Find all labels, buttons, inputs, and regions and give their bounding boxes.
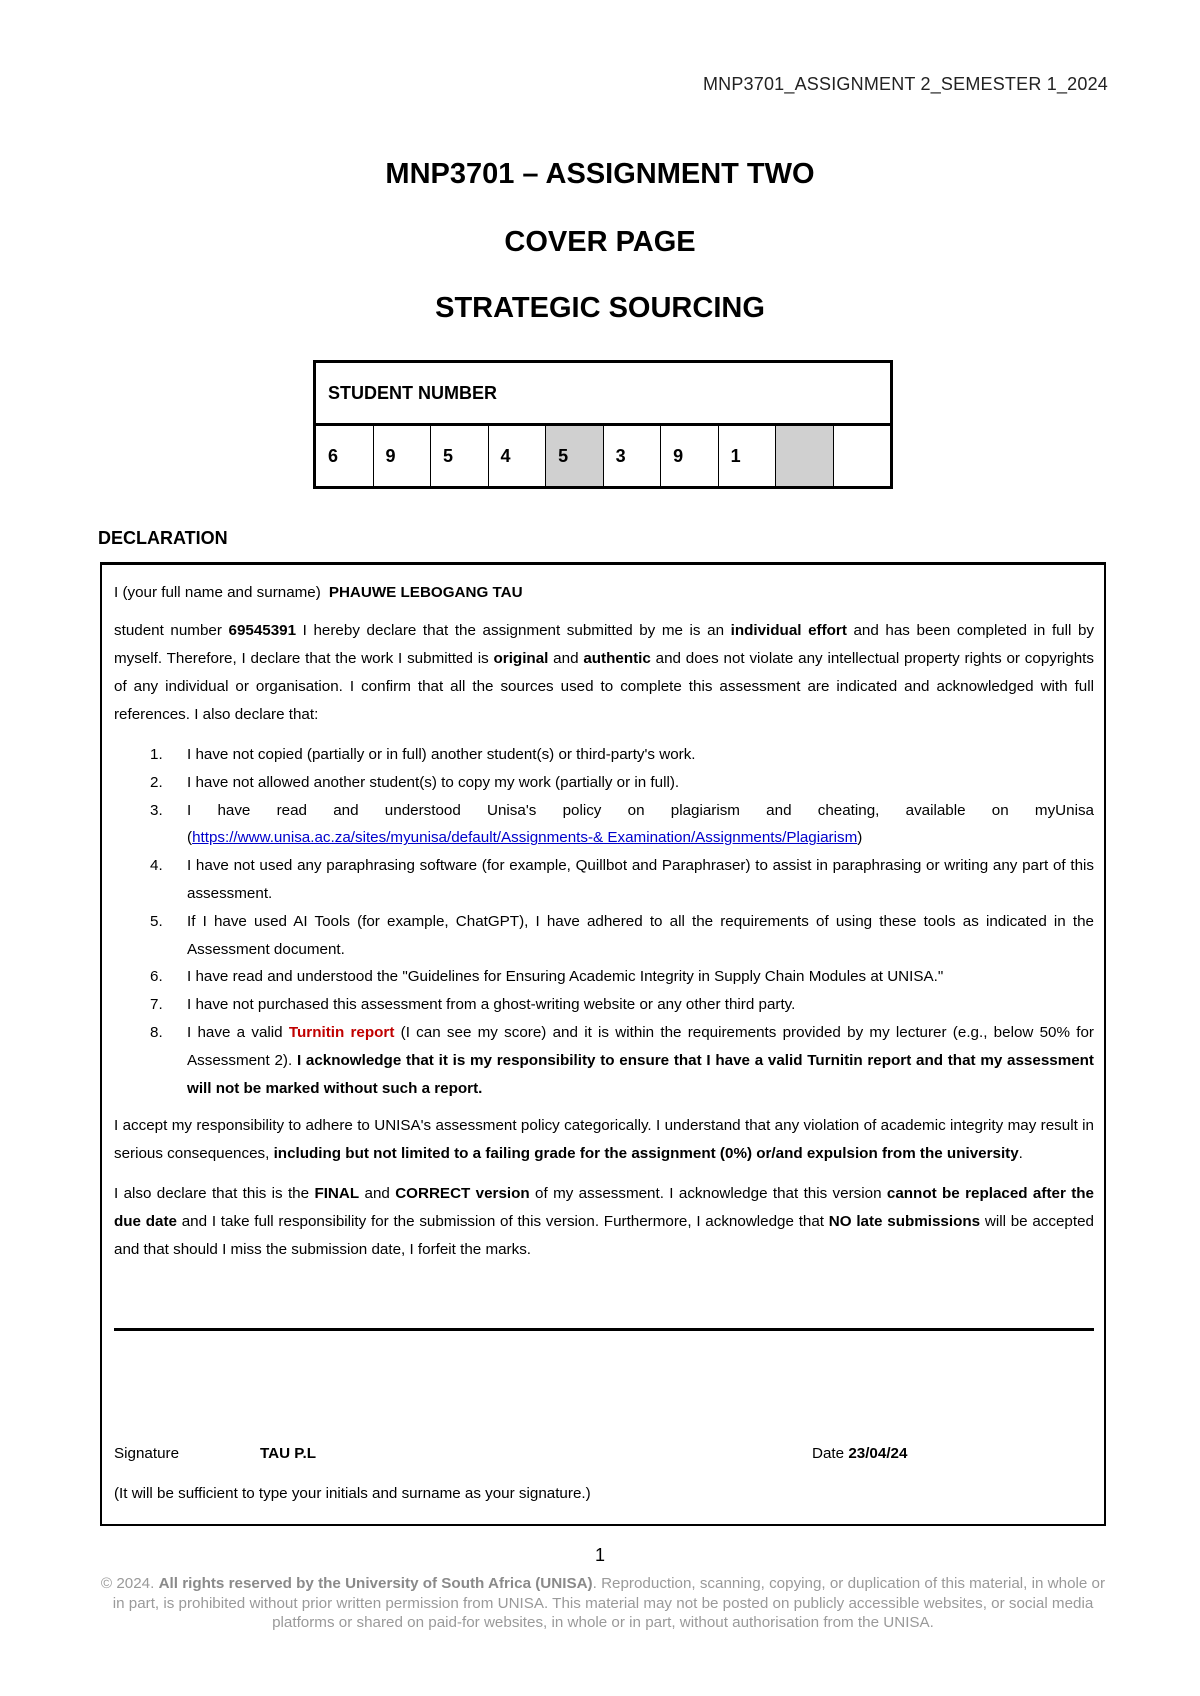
cover-page-title: COVER PAGE [504,226,696,258]
list-number: 4. [150,857,163,875]
text: I accept my responsibility to adhere to UNISA's assessment policy categorically. I understand that any violation of academic integrity may result in serious consequences, [114,1117,1094,1163]
list-text: If I have used AI Tools (for example, ChatGPT), I have adhered to all the requirements of using these tools as indicated in the Assessment document. [187,912,1094,958]
text: will be accepted and that should I miss the submission date, I forfeit the marks. [114,1213,1094,1259]
list-number: 3. [150,801,163,819]
bold-text: FINAL [314,1185,360,1203]
list-number: 7. [150,996,163,1014]
bold-text: authentic [583,650,651,667]
student-number-inline: 69545391 [228,622,297,639]
list-item [114,991,1094,1019]
text: of my assessment. I acknowledge that this version [529,1185,887,1203]
list-item [114,852,1094,908]
plagiarism-policy-link[interactable]: https://www.unisa.ac.za/sites/myunisa/default/Assignments-& Examination/Assignments/Plagiarism [192,829,858,847]
text: I hereby declare that the assignment submitted by me is an [296,622,731,639]
signature-divider [114,1328,1094,1331]
text: I also declare that this is the [114,1185,315,1203]
page-number: 1 [594,1545,605,1565]
student-number-digit: 9 [373,425,431,488]
declaration-box [100,562,1106,1526]
declaration-paragraph-3 [114,1180,1094,1264]
list-number: 6. [150,968,163,986]
declaration-list [114,741,1094,1102]
list-item [114,908,1094,964]
date-field [812,1445,907,1462]
list-text: I have not copied (partially or in full) another student(s) or third-party's work. [187,746,696,763]
list-number: 1. [150,746,163,763]
date-value: 23/04/24 [848,1445,908,1462]
declaration-paragraph-2 [114,1112,1094,1168]
signature-value: TAU P.L [260,1445,316,1462]
text: student number [114,622,229,639]
list-item [114,769,1094,797]
signature-label: Signature [114,1445,180,1462]
turnitin-report-text: Turnitin report [288,1023,395,1041]
list-text: ) [857,829,863,847]
text: and I take full responsibility for the submission of this version. Furthermore, I acknowledge that [176,1213,829,1231]
student-number-digit: 5 [546,425,604,488]
student-number-digit: 9 [661,425,719,488]
student-number-digit: 3 [603,425,661,488]
module-topic-title: STRATEGIC SOURCING [435,292,765,324]
bold-text: I acknowledge that it is my responsibility to ensure that I have a valid Turnitin report and that my assessment will not be marked without such a report. [187,1051,1094,1097]
list-text: I have not allowed another student(s) to copy my work (partially or in full). [187,773,680,791]
bold-text: including but not limited to a failing grade for the assignment (0%) or/and expulsion from the university [273,1145,1019,1163]
student-number-digit: 6 [315,425,374,488]
text: and [359,1185,396,1203]
name-line [114,579,1094,607]
full-name-value: PHAUWE LEBOGANG TAU [328,584,523,601]
text: and does not violate any intellectual property rights or copyrights of any individual or organisation. I confirm that all the sources used to complete this assessment are indicated and acknowledged with full references. I also declare that: [114,650,1094,723]
bold-text: original [493,650,549,667]
student-number-table [313,360,893,489]
list-item [114,741,1094,769]
list-text: I have a valid [187,1023,289,1041]
copyright-footer [100,1574,1106,1633]
bold-text: NO late submissions [828,1213,981,1231]
student-number-digit [833,425,891,488]
list-item [114,963,1094,991]
student-number-digit: 1 [718,425,776,488]
list-item [114,797,1094,853]
document-reference: MNP3701_ASSIGNMENT 2_SEMESTER 1_2024 [702,74,1108,94]
list-text: I have read and understood Unisa's policy on plagiarism and cheating, available on myUnisa ( [187,801,1094,847]
declaration-heading: DECLARATION [98,528,228,548]
bold-text: individual effort [730,622,847,639]
list-text: (I can see my score) and it is within the requirements provided by my lecturer (e.g., below 50% for Assessment 2). [187,1023,1094,1069]
student-number-digit [776,425,833,488]
list-number: 8. [150,1023,163,1041]
text: . Reproduction, scanning, copying, or duplication of this material, in whole or in part, is prohibited without prior written permission from UNISA. This material may not be posted on publicly accessible websites, or social media platforms or shared on paid-for websites, in whole or in part, without authorisation from the UNISA. [112,1575,1106,1631]
text: and [548,650,584,667]
bold-text: CORRECT version [395,1185,530,1203]
assignment-title: MNP3701 – ASSIGNMENT TWO [385,158,815,190]
student-number-digit: 4 [488,425,546,488]
signature-note: (It will be sufficient to type your initials and surname as your signature.) [114,1485,591,1502]
name-prompt: I (your full name and surname) [114,584,321,601]
list-text: I have read and understood the "Guidelines for Ensuring Academic Integrity in Supply Chain Modules at UNISA." [187,968,944,986]
list-number: 2. [150,773,163,791]
bold-text: cannot be replaced after the due date [114,1185,1094,1231]
bold-text: All rights reserved by the University of South Africa (UNISA) [158,1575,593,1592]
list-text: I have not purchased this assessment from a ghost-writing website or any other third party. [187,996,796,1014]
list-item [114,1019,1094,1102]
text: © 2024. [100,1575,159,1592]
text: . [1018,1145,1023,1163]
student-number-label: STUDENT NUMBER [315,362,892,425]
list-text: I have not used any paraphrasing software (for example, Quillbot and Paraphraser) to assist in paraphrasing or writing any part of this assessment. [187,857,1094,902]
declaration-paragraph-1 [114,617,1094,729]
student-number-digit: 5 [431,425,489,488]
date-label: Date [812,1445,849,1462]
text: and has been completed in full by myself. Therefore, I declare that the work I submitted is [114,622,1094,667]
list-number: 5. [150,912,163,930]
